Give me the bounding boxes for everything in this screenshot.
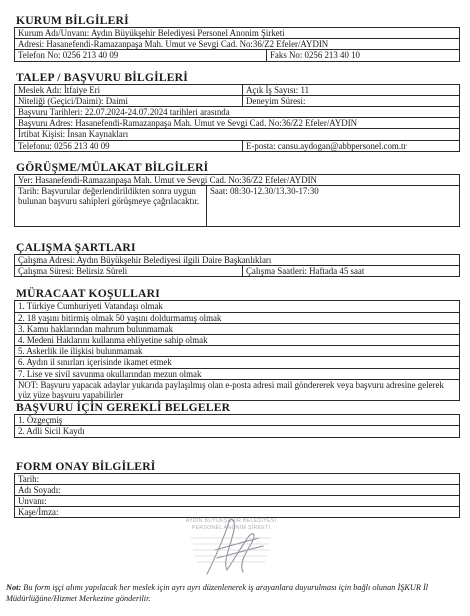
stamp-line-2: PERSONEL ANONİM ŞİRKETİ: [191, 525, 271, 531]
onay-tarih: Tarih:: [18, 473, 40, 484]
kosul-item: 1. Türkiye Cumhuriyeti Vatandaşı olmak: [18, 301, 163, 312]
onay-kase: Kaşe/İmza:: [18, 507, 59, 518]
kosul-item: 6. Aydın il sınırları içerisinde ikamet etmek: [18, 357, 172, 368]
onay-unvani: Unvanı:: [18, 496, 47, 507]
talep-meslek: Meslek Adı: İtfaiye Eri: [15, 85, 243, 95]
stamp-line-1: AYDIN BÜYÜKŞEHİR BELEDİYESİ: [185, 518, 277, 524]
kosul-note: NOT: Başvuru yapacak adaylar yukarıda paylaşılmış olan e-posta adresi mail göndererek veya başvuru adresine gelerek yüz yüze başvuru yapabilirler: [18, 379, 444, 401]
gorusme-yer: Yer: Hasanefendi-Ramazanpaşa Mah. Umut ve Sevgi Cad. No:36/Z2 Efeler/AYDIN: [18, 174, 317, 185]
footer-note: [6, 583, 466, 604]
section-title-talep: TALEP / BAŞVURU BİLGİLERİ: [14, 71, 460, 85]
kosul-item: 7. Lise ve sivil savunma okullarından mezun olmak: [18, 368, 202, 379]
footer-note-text: Bu form işçi alımı yapılacak her meslek için ayrı ayrı düzenlenerek iş arayanlara duyurulması için bağlı olunan İŞKUR İl Müdürlüğüne/Hizmet Merkezine gönderilir.: [6, 583, 429, 603]
talep-niteligi: Niteliği (Geçici/Daimi): Daimi: [15, 96, 243, 106]
talep-table: [14, 85, 460, 152]
kosul-item: 4. Medeni Haklarını kullanma ehliyetine sahip olmak: [18, 335, 208, 346]
kurum-telefon: Telefon No: 0256 213 40 09: [15, 50, 267, 60]
calisma-sure: Çalışma Süresi: Belirsiz Süreli: [15, 266, 243, 276]
calisma-adres: Çalışma Adresi: Aydın Büyükşehir Belediyesi ilgili Daire Başkanlıkları: [18, 255, 272, 266]
kurum-faks: Faks No: 0256 213 40 10: [270, 50, 360, 61]
section-title-calisma: ÇALIŞMA ŞARTLARI: [14, 241, 460, 255]
onay-adi-soyadi: Adı Soyadı:: [18, 484, 61, 495]
footer-note-label: Not:: [6, 583, 22, 592]
section-title-kurum: KURUM BİLGİLERİ: [14, 14, 460, 28]
belge-item: 2. Adli Sicil Kaydı: [18, 426, 85, 437]
gorusme-table: [14, 175, 460, 227]
job-posting-form: [14, 6, 460, 518]
kurum-adi: Kurum Adı/Unvanı: Aydın Büyükşehir Belediyesi Personel Anonim Şirketi: [18, 28, 285, 38]
kosul-item: 3. Kamu haklarından mahrum bulunmamak: [18, 323, 174, 334]
kosul-item: 2. 18 yaşını bitirmiş olmak 50 yaşını doldurmamış olmak: [18, 312, 222, 323]
section-title-muracaat: MÜRACAAT KOŞULLARI: [14, 287, 460, 301]
section-title-belgeler: BAŞVURU İÇİN GEREKLİ BELGELER: [14, 401, 460, 415]
calisma-table: [14, 255, 460, 277]
talep-irtibat: İrtibat Kişisi: İnsan Kaynakları: [18, 129, 129, 140]
onay-table: [14, 474, 460, 519]
talep-tarihler: Başvuru Tarihleri: 22.07.2024-24.07.2024 tarihleri arasında: [18, 107, 230, 118]
kurum-table: [14, 28, 460, 62]
calisma-saatleri: Çalışma Saatleri: Haftada 45 saat: [246, 266, 365, 277]
section-title-gorusme: GÖRÜŞME/MÜLAKAT BİLGİLERİ: [14, 161, 460, 175]
kurum-adres: Adresi: Hasanefendi-Ramazanpaşa Mah. Umut ve Sevgi Cad. No:36/Z2 Efeler/AYDIN: [18, 39, 329, 50]
kosullar-table: [14, 301, 460, 401]
kosul-item: 5. Askerlik ile ilişkisi bulunmamak: [18, 346, 143, 357]
talep-deneyim: Deneyim Süresi:: [246, 95, 306, 106]
talep-telefon: Telefonu: 0256 213 40 09: [15, 141, 243, 151]
belgeler-table: [14, 415, 460, 437]
signature-icon: [177, 514, 285, 582]
company-stamp: [177, 514, 285, 582]
belge-item: 1. Özgeçmiş: [18, 415, 63, 426]
talep-adres: Başvuru Adres: Hasanefendi-Ramazanpaşa Mah. Umut ve Sevgi Cad. No:36/Z2 Efeler/AYDIN: [18, 118, 358, 129]
section-title-onay: FORM ONAY BİLGİLERİ: [14, 460, 460, 474]
gorusme-tarih: Tarih: Başvurular değerlendirildikten sonra uygun bulunan başvuru sahipleri görüşmeye çağrılacaktır.: [15, 186, 207, 226]
talep-acik-is: Açık İş Sayısı: 11: [246, 84, 310, 95]
gorusme-saat: Saat: 08:30-12.30/13.30-17:30: [210, 186, 319, 197]
talep-eposta: E-posta: cansu.aydogan@abbpersonel.com.tr: [246, 140, 407, 151]
